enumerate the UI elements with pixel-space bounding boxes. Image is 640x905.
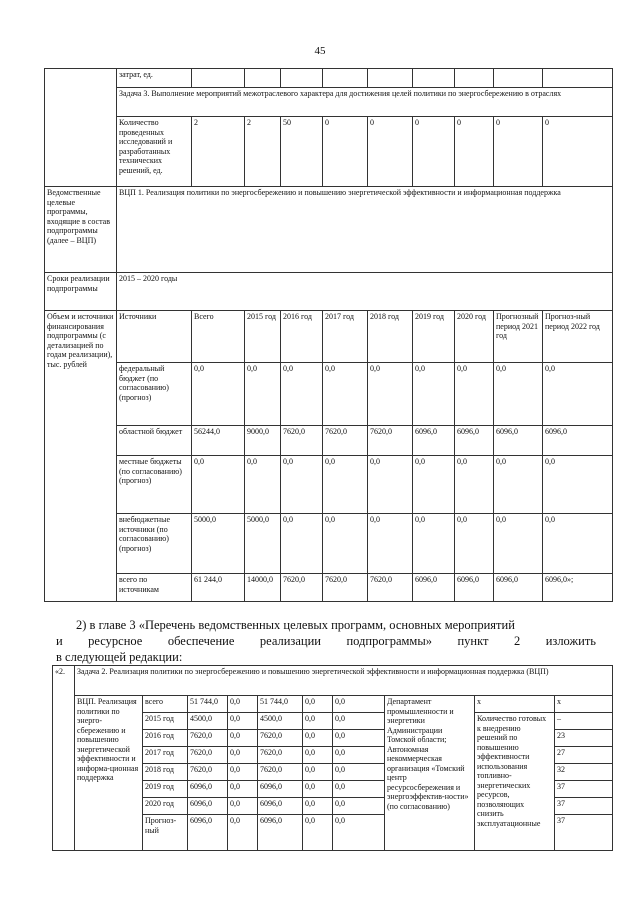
page-number: 45 (314, 45, 326, 57)
paragraph-line-2: и ресурсное обеспечение реализации подпрограммы» пункт 2 изложить (56, 634, 596, 648)
vcp-name: ВЦП. Реализация политики по энерго-сбережению и повышению энергетической эффективности и информа-ционная поддержка (75, 696, 143, 851)
vcp-row: 2017 год 7620,0 0,0 7620,0 0,0 0,0 27 (53, 747, 613, 764)
terms-label: Сроки реализации подпрограммы (45, 273, 117, 311)
subprogram-passport-table (44, 68, 613, 602)
source-row: местные бюджеты (по согласованию) (прогноз) 0,0 0,0 0,0 0,0 0,0 0,0 0,0 0,0 0,0 (45, 456, 613, 514)
row-zatrat: затрат, ед. (117, 69, 192, 88)
source-row: областной бюджет 56244,0 9000,0 7620,0 7620,0 7620,0 6096,0 6096,0 6096,0 6096,0 (45, 426, 613, 456)
research-row: Количество проведенных исследований и разработанных технических решений, ед. 2 2 50 0 0 0 0 0 0 (45, 117, 613, 187)
executor: Департамент промышленности и энергетики Администрации Томской области; Автономная некоммерческая организация «Томский центр ресурсосбережения и энергоэффектив-ности» (по согласованию) (385, 696, 475, 851)
task2-heading: Задача 2. Реализация политики по энергосбережению и повышению энергетической эффективности и информационная поддержка (ВЦП) (75, 666, 613, 696)
research-label: Количество проведенных исследований и разработанных технических решений, ед. (117, 117, 192, 187)
terms-value: 2015 – 2020 годы (117, 273, 613, 311)
vcp-row: 2020 год 6096,0 0,0 6096,0 0,0 0,0 37 (53, 798, 613, 815)
vcp-label: Ведомственные целевые программы, входящие в состав подпрограммы (далее – ВЦП) (45, 187, 117, 273)
paragraph-line-1: 2) в главе 3 «Перечень ведомственных целевых программ, основных мероприятий (76, 618, 515, 632)
vcp-row: 2015 год 4500,0 0,0 4500,0 0,0 0,0 Количество готовых к внедрению решений по повышению эффективности использования топливно-энергетических ресурсов, позволяющих снизить эксплуатационные – (53, 713, 613, 730)
vcp-value: ВЦП 1. Реализация политики по энергосбережению и повышению энергетической эффективности и информационная поддержка (117, 187, 613, 273)
vcp-row: ВЦП. Реализация политики по энерго-сбережению и повышению энергетической эффективности и информа-ционная поддержка всего 51 744,0 0,0 51 744,0 0,0 0,0 Департамент промышленности и энергетики Администрации Томской области; Автономная некоммерческая организация «Томский центр ресурсосбережения и энергоэффектив-ности» (по согласованию) x x (53, 696, 613, 713)
source-row: внебюджетные источники (по согласованию) (прогноз) 5000,0 5000,0 0,0 0,0 0,0 0,0 0,0 0,0 0,0 (45, 514, 613, 574)
source-row-total: всего по источникам 61 244,0 14000,0 7620,0 7620,0 7620,0 6096,0 6096,0 6096,0 6096,0»; (45, 574, 613, 602)
finance-label: Объем и источники финансирования подпрограммы (с детализацией по годам реализации), тыс. рублей (45, 311, 117, 602)
source-row: федеральный бюджет (по согласованию) (прогноз) 0,0 0,0 0,0 0,0 0,0 0,0 0,0 0,0 0,0 (45, 363, 613, 426)
x-cell: x (475, 696, 555, 713)
vcp-resource-table (52, 665, 613, 851)
vcp-row: 2019 год 6096,0 0,0 6096,0 0,0 0,0 37 (53, 781, 613, 798)
vcp-row: Прогноз-ный 6096,0 0,0 6096,0 0,0 0,0 37 (53, 815, 613, 851)
task3-heading: Задача 3. Выполнение мероприятий межотраслевого характера для достижения целей политики по энергосбережению в отраслях (117, 88, 613, 117)
x-cell: x (555, 696, 613, 713)
row-number: «2. (53, 666, 75, 851)
left-empty-cell (45, 69, 117, 187)
vcp-row: 2016 год 7620,0 0,0 7620,0 0,0 0,0 23 (53, 730, 613, 747)
finance-header-row: Объем и источники финансирования подпрограммы (с детализацией по годам реализации), тыс. рублей Источники Всего 2015 год 2016 год 2017 год 2018 год 2019 год 2020 год Прогнозный период 2021 год Прогноз-ный период 2022 год (45, 311, 613, 363)
indicator-text: Количество готовых к внедрению решений по повышению эффективности использования топливно-энергетических ресурсов, позволяющих снизить эксплуатационные (475, 713, 555, 851)
vcp-row: 2018 год 7620,0 0,0 7620,0 0,0 0,0 32 (53, 764, 613, 781)
paragraph-line-3: в следующей редакции: (56, 650, 183, 664)
